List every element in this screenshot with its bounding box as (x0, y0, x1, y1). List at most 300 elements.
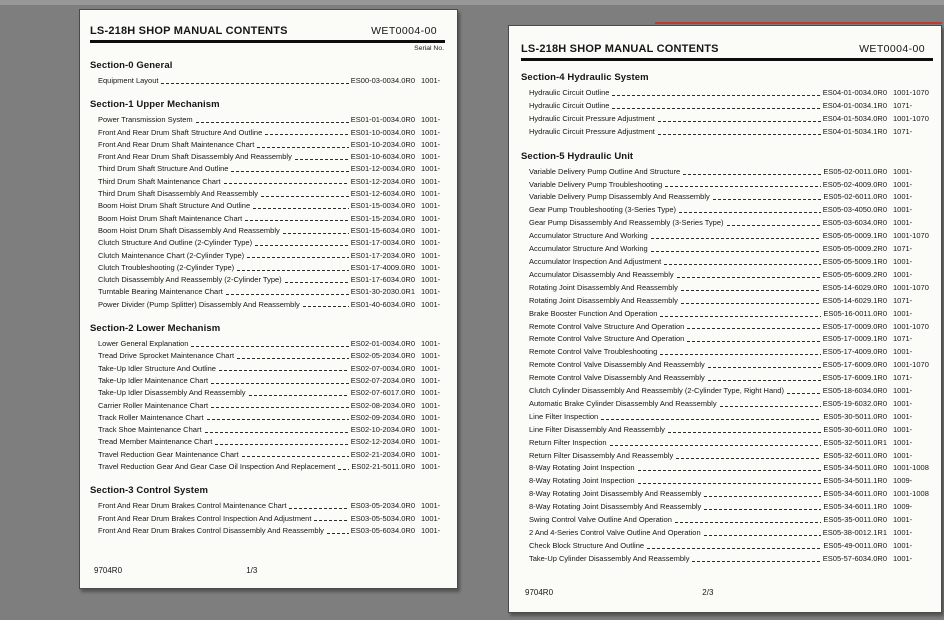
document-code: ES05-57-6034.0R0 (822, 553, 887, 563)
toc-entry (90, 75, 445, 87)
toc-entry-title: Rotating Joint Disassembly And Reassembly (529, 282, 678, 292)
serial-number: 1001- (893, 553, 913, 563)
dashed-leader (713, 199, 822, 200)
toc-entry (521, 230, 933, 243)
dashed-leader (338, 469, 349, 470)
serial-number: 1001- (421, 275, 441, 285)
page-footer (521, 588, 933, 597)
toc-entry-title: Power Transmission System (98, 115, 193, 125)
manual-page-1 (79, 9, 458, 589)
toc-entry-title: Front And Rear Drum Brakes Control Disassembly And Reassembly (98, 525, 324, 535)
serial-number: 1001-1070 (893, 360, 929, 370)
toc-page-2 (521, 62, 933, 588)
toc-entry (90, 525, 445, 537)
dashed-leader (692, 561, 820, 562)
serial-number: 1001- (893, 411, 913, 421)
document-code: ES00-03-0034.0R0 (350, 76, 415, 85)
serial-number: 1001- (893, 218, 913, 228)
document-code: ES02-21-2034.0R0 (350, 449, 415, 459)
toc-entry-title: Tread Drive Sprocket Maintenance Chart (98, 351, 235, 361)
toc-entry-title: Accumulator Structure And Working (529, 231, 648, 241)
toc-entry-title: Front And Rear Drum Shaft Maintenance Chart (98, 139, 255, 149)
serial-number: 1001- (421, 115, 441, 125)
document-code: ES01-15-2034.0R0 (350, 213, 415, 223)
dashed-leader (658, 121, 821, 122)
toc-entry-title: Return Filter Inspection (529, 437, 607, 447)
toc-entry-title: Remote Control Valve Troubleshooting (529, 347, 658, 357)
toc-entry-title: Swing Control Valve Outline And Operation (529, 515, 672, 525)
toc-entry (90, 363, 445, 375)
toc-entry (90, 338, 445, 350)
toc-entry-title: Variable Delivery Pump Disassembly And Reassembly (529, 192, 710, 202)
dashed-leader (704, 535, 821, 536)
page-header (90, 25, 445, 37)
toc-entry (521, 243, 933, 256)
document-code: ES05-02-0011.0R0 (823, 166, 887, 176)
dashed-leader (224, 183, 349, 184)
serial-number: 1001- (421, 375, 441, 385)
dashed-leader (314, 520, 348, 521)
toc-entry-title: Check Block Structure And Outline (529, 540, 645, 550)
section-heading: Section-3 Control System (90, 485, 209, 497)
document-code: ES05-03-4050.0R0 (822, 205, 887, 215)
document-code: ES05-34-5011.0R0 (823, 463, 887, 473)
document-code: ES04-01-0034.0R0 (822, 88, 887, 97)
document-code: ES05-34-6011.0R0 (823, 489, 887, 499)
toc-entry-title: Power Divider (Pump Splitter) Disassembly And Reassembly (98, 299, 300, 309)
dashed-leader (245, 220, 349, 221)
document-code: ES01-17-2034.0R0 (350, 250, 415, 260)
serial-number: 1071- (893, 373, 913, 383)
dashed-leader (676, 458, 821, 459)
toc-entry (90, 237, 445, 249)
dashed-leader (207, 419, 349, 420)
dashed-leader (285, 282, 349, 283)
toc-entry-title: Third Drum Shaft Maintenance Chart (98, 176, 221, 186)
dashed-leader (647, 548, 821, 549)
toc-entry-title: Automatic Brake Cylinder Disassembly And Reassembly (529, 398, 717, 408)
toc-entry (90, 250, 445, 262)
document-code: ES02-07-2034.0R0 (350, 375, 415, 385)
toc-entry (90, 400, 445, 412)
document-code: ES01-17-6034.0R0 (350, 275, 415, 285)
header-rule (521, 58, 933, 61)
dashed-leader (651, 251, 821, 252)
toc-entry-title: Gear Pump Troubleshooting (3-Series Type) (529, 205, 677, 215)
document-code: ES01-01-0034.0R0 (350, 115, 415, 125)
serial-number: 1001-1008 (893, 463, 929, 473)
serial-number: 1001- (893, 386, 913, 396)
serial-no-label: Serial No. (414, 45, 444, 52)
toc-entry (521, 217, 933, 230)
document-code: ES05-05-5009.1R0 (822, 256, 887, 266)
toc-entry (521, 385, 933, 398)
toc-entry-title: Clutch Maintenance Chart (2-Cylinder Type) (98, 250, 245, 260)
document-code: ES02-05-2034.0R0 (350, 351, 415, 361)
serial-number: 1001- (893, 515, 913, 525)
toc-entry-title: 8-Way Rotating Joint Inspection (529, 463, 635, 473)
toc-entry (90, 375, 445, 387)
document-code: ES05-16-0011.0R0 (823, 308, 887, 318)
serial-number: 1001-1070 (893, 113, 929, 123)
dashed-leader (196, 122, 349, 123)
toc-entry-title: Remote Control Valve Disassembly And Reassembly (529, 373, 705, 383)
document-code: ES05-17-0009.1R0 (822, 334, 887, 344)
dashed-leader (675, 522, 821, 523)
toc-entry (90, 127, 445, 139)
document-code: ES04-01-5034.0R0 (822, 113, 887, 123)
serial-number: 1071- (893, 244, 913, 254)
toc-entry-title: Hydraulic Circuit Pressure Adjustment (529, 113, 655, 123)
dashed-leader (660, 316, 821, 317)
document-code: ES02-10-2034.0R0 (350, 425, 415, 435)
footer-page-number: 1/3 (246, 566, 258, 575)
serial-number: 1001- (421, 437, 441, 447)
dashed-leader (687, 328, 820, 329)
toc-entry-title: Return Filter Disassembly And Reassembly (529, 450, 674, 460)
dashed-leader (720, 406, 821, 407)
serial-number: 1009- (893, 502, 913, 512)
serial-number: 1001- (421, 139, 441, 149)
toc-entry-title: Front And Rear Drum Shaft Disassembly And Reassembly (98, 152, 292, 162)
toc-entry (90, 262, 445, 274)
section-heading: Section-2 Lower Mechanism (90, 323, 221, 335)
toc-entry-title: Third Drum Shaft Structure And Outline (98, 164, 229, 174)
dashed-leader (651, 238, 821, 239)
toc-entry-title: Lower General Explanation (98, 339, 189, 349)
toc-entry (521, 191, 933, 204)
toc-entry-title: 8-Way Rotating Joint Disassembly And Reassembly (529, 489, 702, 499)
toc-section (90, 60, 445, 87)
toc-entry (521, 359, 933, 372)
document-code: ES03-05-2034.0R0 (350, 501, 415, 511)
section-heading: Section-1 Upper Mechanism (90, 99, 220, 111)
document-code: ES02-01-0034.0R0 (350, 339, 415, 349)
toc-entry-title: Line Filter Disassembly And Reassembly (529, 424, 665, 434)
toc-entry (521, 553, 933, 566)
toc-entry (521, 166, 933, 179)
document-code: ES05-14-6029.1R0 (822, 295, 887, 305)
serial-number: 1001- (893, 347, 913, 357)
manual-page-2 (508, 25, 942, 613)
serial-number: 1001- (421, 299, 441, 309)
serial-number: 1001- (421, 501, 441, 511)
toc-entry-title: Rotating Joint Disassembly And Reassembly (529, 295, 678, 305)
serial-number: 1001- (421, 225, 441, 235)
toc-entry-title: Brake Booster Function And Operation (529, 308, 658, 318)
dashed-leader (261, 196, 349, 197)
serial-number: 1001- (421, 127, 441, 137)
toc-entry (521, 321, 933, 334)
dashed-leader (211, 383, 349, 384)
dashed-leader (237, 270, 349, 271)
document-code: ES05-03-6034.0R0 (822, 218, 887, 228)
toc-entry (90, 213, 445, 225)
dashed-leader (295, 159, 349, 160)
toc-entry (521, 488, 933, 501)
serial-number: 1001- (893, 179, 913, 189)
toc-entry (521, 462, 933, 475)
dashed-leader (679, 212, 821, 213)
toc-entry (521, 514, 933, 527)
dashed-leader (708, 367, 821, 368)
document-code: ES02-07-6017.0R0 (350, 388, 415, 398)
toc-entry (90, 176, 445, 188)
dashed-leader (303, 306, 349, 307)
document-code: ES04-01-5034.1R0 (822, 126, 887, 136)
dashed-leader (787, 393, 821, 394)
document-code: ES05-35-0011.0R0 (823, 515, 887, 525)
toc-entry (90, 299, 445, 311)
dashed-leader (237, 358, 349, 359)
document-code: ES03-05-5034.0R0 (350, 513, 415, 523)
toc-entry-title: Variable Delivery Pump Outline And Structure (529, 166, 681, 176)
footer-revision: 9704R0 (94, 566, 123, 575)
serial-number: 1001- (421, 201, 441, 211)
red-scan-mark (655, 22, 942, 24)
toc-entry-title: Track Shoe Maintenance Chart (98, 425, 202, 435)
toc-entry (521, 475, 933, 488)
serial-number: 1001-1008 (893, 489, 929, 499)
toc-entry-title: Line Filter Inspection (529, 411, 599, 421)
serial-number: 1001- (893, 437, 913, 447)
serial-number: 1071- (893, 100, 913, 110)
dashed-leader (289, 508, 348, 509)
serial-number: 1001- (893, 256, 913, 266)
toc-entry (90, 350, 445, 362)
dashed-leader (658, 134, 821, 135)
document-code: ES05-17-4009.0R0 (822, 347, 887, 357)
serial-number: 1001- (421, 513, 441, 523)
dashed-leader (205, 432, 349, 433)
document-code: ES01-10-2034.0R0 (350, 139, 415, 149)
doc-number: WET0004-00 (371, 25, 437, 37)
document-code: ES01-15-6034.0R0 (350, 225, 415, 235)
toc-entry (521, 126, 933, 139)
serial-number: 1001-1070 (893, 282, 929, 292)
serial-number: 1001- (893, 205, 913, 215)
toc-entry-title: Take-Up Idler Maintenance Chart (98, 375, 209, 385)
document-code: ES05-30-6011.0R0 (823, 424, 887, 434)
dashed-leader (660, 354, 821, 355)
toc-entry-title: Hydraulic Circuit Pressure Adjustment (529, 126, 655, 136)
document-code: ES02-08-2034.0R0 (350, 400, 415, 410)
document-code: ES05-05-0009.2R0 (822, 244, 887, 254)
document-code: ES01-12-0034.0R0 (350, 164, 415, 174)
toc-section (90, 485, 445, 537)
toc-entry (90, 200, 445, 212)
toc-entry-title: Accumulator Structure And Working (529, 244, 648, 254)
toc-entry (90, 151, 445, 163)
toc-entry-title: Tread Member Maintenance Chart (98, 437, 213, 447)
toc-entry (521, 333, 933, 346)
serial-number: 1001- (421, 462, 441, 472)
footer-revision: 9704R0 (525, 588, 554, 597)
dashed-leader (727, 225, 821, 226)
dashed-leader (249, 395, 349, 396)
serial-number: 1001- (421, 250, 441, 260)
document-code: ES01-10-6034.0R0 (350, 152, 415, 162)
document-code: ES01-15-0034.0R0 (350, 201, 415, 211)
serial-number: 1001- (893, 528, 913, 537)
document-code: ES02-12-2034.0R0 (350, 437, 415, 447)
serial-number: 1001- (421, 76, 441, 85)
toc-entry-title: Third Drum Shaft Disassembly And Reassembly (98, 189, 259, 199)
toc-entry-title: Carrier Roller Maintenance Chart (98, 400, 209, 410)
section-heading: Section-0 General (90, 60, 173, 71)
toc-entry (521, 113, 933, 126)
toc-entry-title: Boom Hoist Drum Shaft Maintenance Chart (98, 213, 243, 223)
serial-number: 1001- (421, 388, 441, 398)
header-rule (90, 40, 445, 43)
serial-number: 1001- (893, 398, 913, 408)
serial-number: 1009- (893, 476, 913, 486)
serial-number: 1071- (893, 295, 913, 305)
dashed-leader (704, 509, 821, 510)
page-footer (90, 566, 445, 575)
serial-number: 1001- (421, 176, 441, 186)
toc-entry-title: Clutch Structure And Outline (2-Cylinder Type) (98, 238, 253, 248)
section-heading: Section-5 Hydraulic Unit (521, 150, 634, 162)
document-code: ES05-49-0011.0R0 (823, 540, 887, 550)
document-code: ES05-02-4009.0R0 (822, 179, 887, 189)
toc-entry-title: Remote Control Valve Disassembly And Reassembly (529, 360, 705, 370)
toc-entry (90, 114, 445, 126)
document-code: ES05-18-6034.0R0 (822, 386, 887, 396)
serial-number: 1001- (421, 363, 441, 373)
document-code: ES01-17-4009.0R0 (350, 262, 415, 272)
dashed-leader (664, 264, 821, 265)
serial-number: 1001- (421, 351, 441, 361)
toc-entry (521, 411, 933, 424)
toc-entry-title: Boom Hoist Drum Shaft Structure And Outline (98, 201, 251, 211)
toc-entry-title: Boom Hoist Drum Shaft Disassembly And Reassembly (98, 225, 280, 235)
toc-entry-title: Clutch Disassembly And Reassembly (2-Cylinder Type) (98, 275, 282, 285)
toc-entry-title: Variable Delivery Pump Troubleshooting (529, 179, 663, 189)
serial-number: 1001-1070 (893, 88, 929, 97)
toc-entry-title: Take-Up Idler Structure And Outline (98, 363, 216, 373)
serial-number: 1001- (421, 339, 441, 349)
toc-entry (90, 412, 445, 424)
toc-entry (521, 450, 933, 463)
toc-entry-title: Front And Rear Drum Shaft Structure And Outline (98, 127, 263, 137)
document-code: ES05-17-6009.0R0 (822, 360, 887, 370)
dashed-leader (253, 208, 349, 209)
dashed-leader (327, 533, 349, 534)
document-code: ES05-17-6009.1R0 (822, 373, 887, 383)
toc-entry (90, 461, 445, 473)
serial-number: 1001- (893, 424, 913, 434)
toc-entry-title: Front And Rear Drum Brakes Control Inspection And Adjustment (98, 513, 312, 523)
toc-entry (521, 100, 933, 113)
dashed-leader (677, 277, 821, 278)
serial-number: 1001- (893, 450, 913, 460)
serial-number: 1001-1070 (893, 231, 929, 241)
toc-entry (90, 139, 445, 151)
document-code: ES01-12-6034.0R0 (350, 189, 415, 199)
toc-entry (521, 527, 933, 540)
serial-number: 1071- (893, 126, 913, 136)
document-code: ES01-10-0034.0R0 (350, 127, 415, 137)
dashed-leader (601, 419, 821, 420)
serial-number: 1001- (421, 400, 441, 410)
serial-number: 1001-1070 (893, 321, 929, 331)
page-title: LS-218H SHOP MANUAL CONTENTS (90, 25, 288, 37)
dashed-leader (215, 444, 348, 445)
dashed-leader (704, 496, 821, 497)
toc-entry-title: 8-Way Rotating Joint Disassembly And Reassembly (529, 502, 702, 512)
toc-entry (521, 87, 933, 100)
document-code: ES01-17-0034.0R0 (350, 238, 415, 248)
serial-number: 1001- (421, 189, 441, 199)
serial-number: 1001- (421, 425, 441, 435)
toc-entry-title: Gear Pump Disassembly And Reassembly (3-Series Type) (529, 218, 724, 228)
serial-number: 1001- (421, 412, 441, 422)
serial-number: 1001- (893, 308, 913, 318)
serial-number: 1001- (421, 238, 441, 248)
toc-entry (521, 269, 933, 282)
serial-number: 1001- (421, 164, 441, 174)
toc-entry (90, 188, 445, 200)
document-code: ES02-21-5011.0R0 (351, 462, 415, 472)
document-code: ES05-14-6029.0R0 (822, 282, 887, 292)
document-code: ES05-02-6011.0R0 (823, 192, 887, 202)
serial-number: 1001- (893, 540, 913, 550)
toc-entry (521, 295, 933, 308)
dashed-leader (255, 245, 349, 246)
toc-section (90, 323, 445, 473)
toc-entry (521, 398, 933, 411)
dashed-leader (257, 147, 348, 148)
document-code: ES05-34-5011.1R0 (823, 476, 887, 486)
dashed-leader (265, 134, 349, 135)
toc-entry-title: Remote Control Valve Structure And Operation (529, 334, 685, 344)
toc-entry-title: Travel Reduction Gear And Gear Case Oil Inspection And Replacement (98, 462, 336, 472)
toc-entry (521, 308, 933, 321)
toc-entry-title: Accumulator Disassembly And Reassembly (529, 269, 674, 279)
toc-entry-title: Clutch Cylinder Disassembly And Reassembly (2-Cylinder Type, Right Hand) (529, 386, 784, 396)
serial-number: 1001- (421, 287, 441, 297)
document-code: ES05-32-6011.0R0 (823, 450, 887, 460)
serial-number: 1001- (421, 449, 441, 459)
dashed-leader (687, 341, 820, 342)
toc-entry (90, 449, 445, 461)
dashed-leader (191, 346, 348, 347)
toc-entry (90, 500, 445, 512)
toc-entry (521, 424, 933, 437)
document-code: ES05-19-6032.0R0 (822, 398, 887, 408)
toc-entry (90, 286, 445, 298)
toc-page-1 (90, 55, 445, 566)
toc-entry-title: Hydraulic Circuit Outline (529, 88, 610, 97)
document-code: ES01-12-2034.0R0 (350, 176, 415, 186)
toc-section (521, 72, 933, 139)
dashed-leader (219, 370, 349, 371)
toc-entry-title: Track Roller Maintenance Chart (98, 412, 204, 422)
toc-entry-title: Remote Control Valve Structure And Operation (529, 321, 685, 331)
dashed-leader (242, 456, 349, 457)
toc-entry (521, 540, 933, 553)
toc-entry (90, 513, 445, 525)
dashed-leader (681, 303, 821, 304)
document-code: ES05-30-5011.0R0 (823, 411, 887, 421)
toc-entry-title: Take-Up Idler Disassembly And Reassembly (98, 388, 246, 398)
toc-entry (90, 387, 445, 399)
toc-entry (521, 204, 933, 217)
dashed-leader (612, 95, 820, 96)
toc-entry (90, 436, 445, 448)
toc-entry (90, 274, 445, 286)
